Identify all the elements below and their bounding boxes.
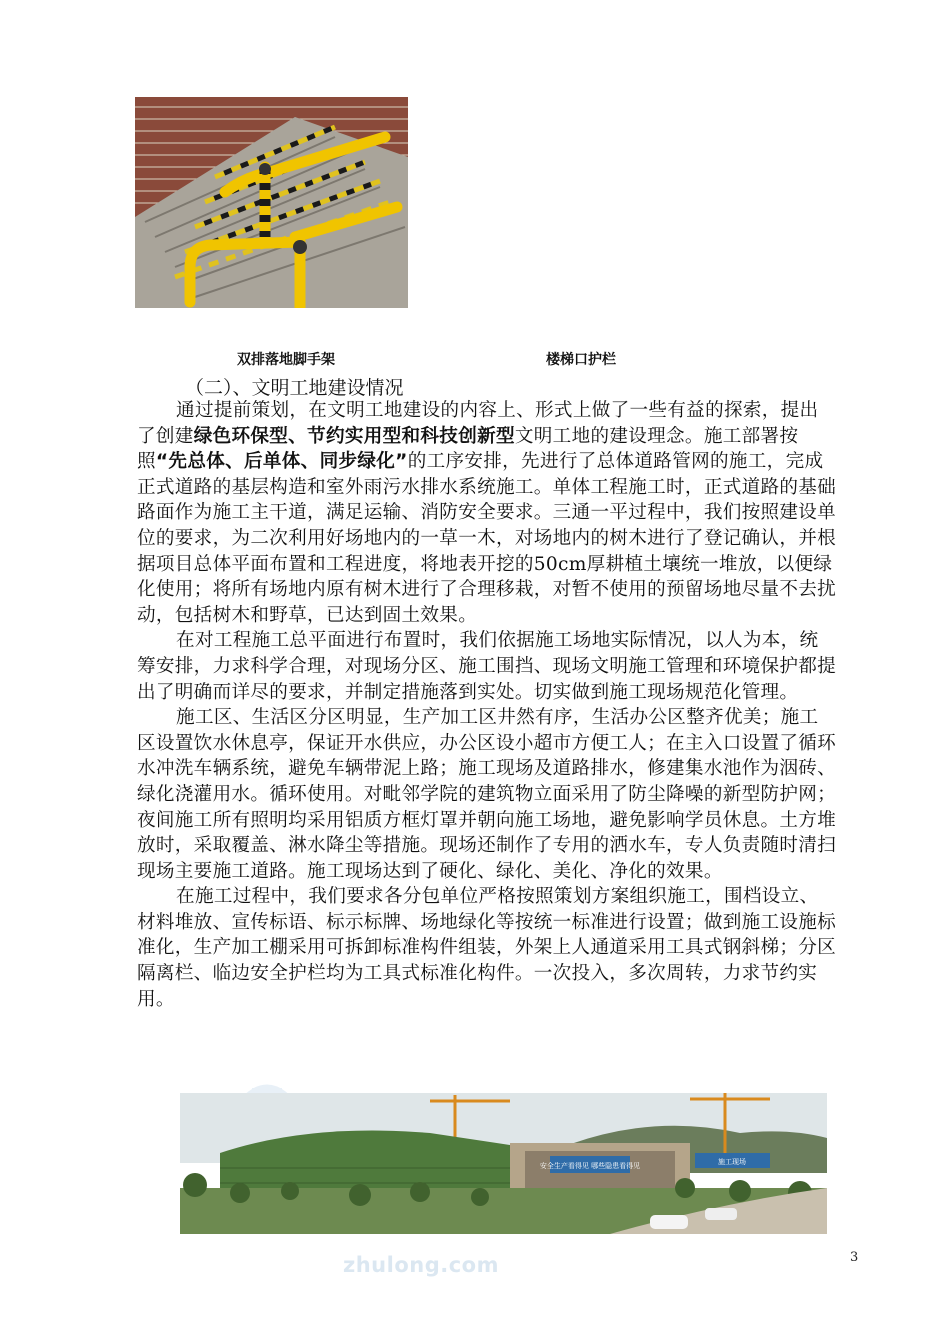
safety-sign-text: 安全生产看得见 哪些隐患看得见 (539, 1162, 641, 1170)
section-heading: （二）、文明工地建设情况 (185, 377, 404, 399)
construction-site-photo (180, 1093, 827, 1234)
paragraph: 施工区、生活区分区明显，生产加工区井然有序，生活办公区整齐优美；施工区设置饮水休息亭，保证开水供应，办公区设小超市方便工人；在主入口设置了循环水冲洗车辆系统，避免车辆带泥上路；施工现场及道路排水，修建集水池作为洇砖、绿化浇灌用水。循环使用。对毗邻学院的建筑物立面采用了防尘降噪的新型防护网；夜间施工所有照明均采用铝质方框灯罩并朝向施工场地，避免影响学员休息。土方堆放时，采取覆盖、淋水降尘等措施。现场还制作了专用的洒水车，专人负责随时清扫现场主要施工道路。施工现场达到了硬化、绿化、美化、净化的效果。 (137, 707, 837, 882)
watermark: zhulong.com (343, 1253, 499, 1277)
caption-right: 楼梯口护栏 (546, 352, 616, 368)
paragraph: 通过提前策划，在文明工地建设的内容上、形式上做了一些有益的探索，提出了创建绿色环保型、节约实用型和科技创新型文明工地的建设理念。施工部署按照“先总体、后单体、同步绿化”的工序安排，先进行了总体道路管网的施工，完成正式道路的基层构造和室外雨污水排水系统施工。单体工程施工时，正式道路的基础路面作为施工主干道，满足运输、消防安全要求。三通一平过程中，我们按照建设单位的要求，为二次利用好场地内的一草一木，对场地内的树木进行了登记确认，并根据项目总体平面布置和工程进度，将地表开挖的50cm厚耕植土壤统一堆放，以便绿化使用；将所有场地内原有树木进行了合理移栽，对暂不使用的预留场地尽量不去扰动，包括树木和野草，已达到固土效果。 (137, 400, 837, 626)
stair-guardrail-photo (135, 97, 408, 308)
page-number: 3 (850, 1250, 859, 1265)
site-sign-text: 施工现场 (718, 1158, 746, 1166)
paragraph: 在施工过程中，我们要求各分包单位严格按照策划方案组织施工，围档设立、材料堆放、宣传标语、标示标牌、场地绿化等按统一标准进行设置；做到施工设施标准化，生产加工棚采用可拆卸标准构件组装，外架上人通道采用工具式钢斜梯；分区隔离栏、临边安全护栏均为工具式标准化构件。一次投入，多次周转，力求节约实用。 (137, 886, 837, 1010)
body-text (137, 398, 837, 1012)
caption-left: 双排落地脚手架 (237, 352, 335, 368)
paragraph: 在对工程施工总平面进行布置时，我们依据施工场地实际情况，以人为本，统筹安排，力求科学合理，对现场分区、施工围挡、现场文明施工管理和环境保护都提出了明确而详尽的要求，并制定措施落到实处。切实做到施工现场规范化管理。 (137, 630, 837, 703)
